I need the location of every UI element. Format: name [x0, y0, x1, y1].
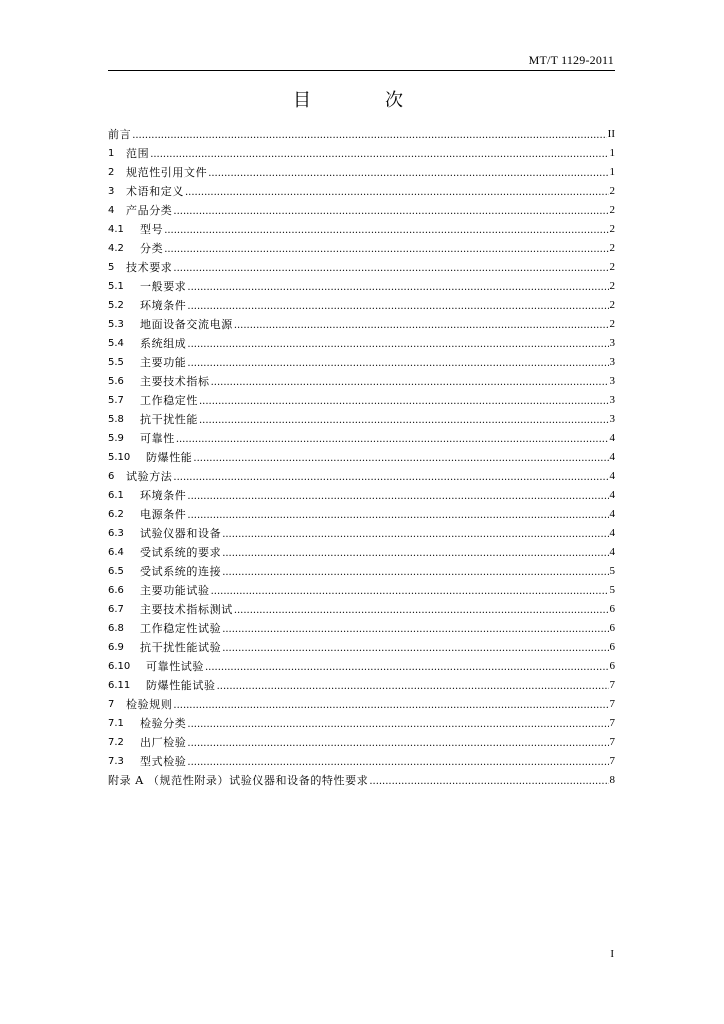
toc-entry[interactable] — [108, 277, 615, 296]
toc-entry-label: 出厂检验 — [140, 736, 187, 749]
toc-entry-page: 3 — [609, 394, 615, 406]
dot-leader — [173, 258, 608, 277]
toc-entry-label: 防爆性能试验 — [146, 679, 216, 692]
toc-entry[interactable] — [108, 562, 615, 581]
toc-entry[interactable] — [108, 391, 615, 410]
toc-entry-number: 6.9 — [108, 642, 124, 653]
dot-leader — [187, 505, 608, 524]
toc-entry[interactable] — [108, 619, 615, 638]
toc-entry-page: 6 — [609, 660, 615, 672]
dot-leader — [173, 695, 608, 714]
toc-entry-label: 可靠性 — [140, 432, 175, 445]
toc-entry-label: 工作稳定性试验 — [140, 622, 222, 635]
toc-entry-page: 2 — [609, 261, 615, 273]
dot-leader — [132, 125, 606, 144]
dot-leader — [199, 391, 609, 410]
toc-entry-label: 电源条件 — [140, 508, 187, 521]
toc-entry-page: 7 — [609, 698, 615, 710]
dot-leader — [187, 296, 608, 315]
toc-entry-page: 7 — [609, 679, 615, 691]
toc-entry[interactable] — [108, 638, 615, 657]
toc-entry[interactable] — [108, 657, 615, 676]
toc-entry[interactable] — [108, 486, 615, 505]
dot-leader — [222, 543, 608, 562]
toc-entry-number: 2 — [108, 167, 115, 178]
dot-leader — [222, 562, 608, 581]
toc-entry[interactable] — [108, 714, 615, 733]
dot-leader — [205, 657, 609, 676]
toc-entry[interactable] — [108, 581, 615, 600]
toc-entry[interactable] — [108, 733, 615, 752]
dot-leader — [369, 771, 608, 790]
toc-entry-label: 主要技术指标 — [140, 375, 210, 388]
toc-entry-label: 环境条件 — [140, 489, 187, 502]
dot-leader — [187, 277, 608, 296]
toc-entry-page: 4 — [609, 432, 615, 444]
toc-entry-number: 6.3 — [108, 528, 124, 539]
dot-leader — [164, 239, 608, 258]
dot-leader — [222, 524, 608, 543]
toc-entry-label: 环境条件 — [140, 299, 187, 312]
toc-entry-label: 主要技术指标测试 — [140, 603, 233, 616]
toc-entry-number: 5.2 — [108, 300, 124, 311]
toc-entry[interactable] — [108, 372, 615, 391]
toc-entry-label: 受试系统的要求 — [140, 546, 222, 559]
toc-entry[interactable] — [108, 220, 615, 239]
toc-entry-label: 主要功能 — [140, 356, 187, 369]
toc-entry-label: 型号 — [140, 223, 164, 236]
toc-entry-page: 5 — [609, 584, 615, 596]
toc-entry[interactable] — [108, 182, 615, 201]
toc-entry-number: 6.8 — [108, 623, 124, 634]
dot-leader — [234, 315, 609, 334]
toc-entry-number: 5 — [108, 262, 115, 273]
toc-entry-number: 6.11 — [108, 680, 131, 691]
dot-leader — [234, 600, 609, 619]
toc-entry-label: 试验方法 — [126, 470, 173, 483]
toc-entry-page: 4 — [609, 527, 615, 539]
toc-entry[interactable] — [108, 600, 615, 619]
toc-entry-number: 6.6 — [108, 585, 124, 596]
toc-entry-number: 5.5 — [108, 357, 124, 368]
toc-entry-label: 可靠性试验 — [146, 660, 204, 673]
toc-entry[interactable] — [108, 353, 615, 372]
toc-entry-number: 3 — [108, 186, 115, 197]
toc-entry-label: 分类 — [140, 242, 164, 255]
dot-leader — [150, 144, 608, 163]
toc-entry-number: 6.2 — [108, 509, 124, 520]
toc-entry-number: 5.4 — [108, 338, 124, 349]
toc-entry[interactable] — [108, 239, 615, 258]
toc-entry-label: 抗干扰性能试验 — [140, 641, 222, 654]
toc-entry-page: 3 — [609, 413, 615, 425]
toc-entry-page: II — [607, 128, 615, 140]
toc-entry-label: 工作稳定性 — [140, 394, 198, 407]
toc-entry-page: 2 — [609, 223, 615, 235]
toc-entry-page: 1 — [609, 166, 615, 178]
dot-leader — [187, 334, 608, 353]
toc-entry-number: 5.8 — [108, 414, 124, 425]
toc-entry-page: 6 — [609, 622, 615, 634]
toc-entry-page: 5 — [609, 565, 615, 577]
toc-entry-number: 1 — [108, 148, 115, 159]
toc-entry-number: 7.2 — [108, 737, 124, 748]
toc-entry-label: 地面设备交流电源 — [140, 318, 233, 331]
dot-leader — [217, 676, 609, 695]
toc-entry-label: 主要功能试验 — [140, 584, 210, 597]
toc-entry-number: 6.4 — [108, 547, 124, 558]
toc-entry[interactable] — [108, 505, 615, 524]
toc-entry-page: 7 — [609, 755, 615, 767]
toc-entry[interactable] — [108, 467, 615, 486]
toc-entry-label: 技术要求 — [126, 261, 173, 274]
toc-entry[interactable] — [108, 315, 615, 334]
toc-entry-page: 4 — [609, 451, 615, 463]
toc-entry-page: 7 — [609, 717, 615, 729]
toc-entry[interactable] — [108, 334, 615, 353]
toc-entry[interactable] — [108, 543, 615, 562]
toc-entry-number: 5.9 — [108, 433, 124, 444]
toc-entry-number: 5.6 — [108, 376, 124, 387]
dot-leader — [173, 201, 608, 220]
toc-entry-label: 检验规则 — [126, 698, 173, 711]
toc-entry-label: 范围 — [126, 147, 150, 160]
toc-entry-label: 附录 A （规范性附录）试验仪器和设备的特性要求 — [108, 774, 369, 787]
dot-leader — [187, 752, 608, 771]
toc-entry-page: 3 — [609, 356, 615, 368]
toc-entry-label: 系统组成 — [140, 337, 187, 350]
toc-entry-page: 3 — [609, 375, 615, 387]
toc-entry-number: 7 — [108, 699, 115, 710]
toc-entry[interactable] — [108, 258, 615, 277]
dot-leader — [176, 429, 609, 448]
toc-entry-page: 2 — [609, 242, 615, 254]
standard-code: MT/T 1129-2011 — [528, 53, 614, 67]
toc-entry-number: 5.7 — [108, 395, 124, 406]
dot-leader — [185, 182, 609, 201]
toc-entry[interactable] — [108, 448, 615, 467]
dot-leader — [173, 467, 608, 486]
toc-entry-label: 规范性引用文件 — [126, 166, 208, 179]
toc-entry-page: 4 — [609, 489, 615, 501]
toc-entry-label: 前言 — [108, 128, 132, 141]
toc-entry[interactable] — [108, 771, 615, 790]
toc-entry-page: 6 — [609, 603, 615, 615]
page-title — [0, 86, 724, 112]
table-of-contents — [108, 125, 615, 790]
toc-entry[interactable] — [108, 752, 615, 771]
toc-entry-number: 7.1 — [108, 718, 124, 729]
toc-entry-label: 防爆性能 — [146, 451, 193, 464]
toc-entry[interactable] — [108, 410, 615, 429]
toc-entry-number: 6.7 — [108, 604, 124, 615]
dot-leader — [187, 353, 608, 372]
toc-entry-number: 5.10 — [108, 452, 131, 463]
toc-entry-number: 7.3 — [108, 756, 124, 767]
page-title-text: 目 次 — [293, 90, 431, 111]
toc-entry[interactable] — [108, 296, 615, 315]
header-rule — [108, 70, 615, 71]
toc-entry-number: 5.3 — [108, 319, 124, 330]
toc-entry-page: 3 — [609, 337, 615, 349]
toc-entry-number: 6.5 — [108, 566, 124, 577]
dot-leader — [211, 581, 609, 600]
toc-entry[interactable] — [108, 144, 615, 163]
toc-entry-label: 受试系统的连接 — [140, 565, 222, 578]
toc-entry-label: 术语和定义 — [126, 185, 184, 198]
dot-leader — [187, 714, 608, 733]
toc-entry-number: 5.1 — [108, 281, 124, 292]
toc-entry-label: 试验仪器和设备 — [140, 527, 222, 540]
toc-entry[interactable] — [108, 201, 615, 220]
toc-entry-number: 4.2 — [108, 243, 124, 254]
toc-entry-page: 8 — [609, 774, 615, 786]
toc-entry-number: 6 — [108, 471, 115, 482]
toc-entry-page: 2 — [609, 299, 615, 311]
toc-entry-page: 2 — [609, 280, 615, 292]
dot-leader — [193, 448, 608, 467]
toc-entry[interactable] — [108, 125, 615, 144]
toc-entry-number: 4.1 — [108, 224, 124, 235]
dot-leader — [199, 410, 609, 429]
toc-entry-number: 6.10 — [108, 661, 131, 672]
toc-entry-page: 1 — [609, 147, 615, 159]
toc-entry-page: 2 — [609, 204, 615, 216]
toc-entry-label: 产品分类 — [126, 204, 173, 217]
toc-entry-page: 4 — [609, 546, 615, 558]
dot-leader — [208, 163, 608, 182]
dot-leader — [222, 619, 608, 638]
toc-entry[interactable] — [108, 429, 615, 448]
toc-entry-page: 4 — [609, 470, 615, 482]
toc-entry-page: 2 — [609, 318, 615, 330]
toc-entry-number: 6.1 — [108, 490, 124, 501]
dot-leader — [164, 220, 608, 239]
toc-entry-page: 7 — [609, 736, 615, 748]
toc-entry[interactable] — [108, 163, 615, 182]
page-number: I — [610, 948, 614, 960]
toc-entry-label: 一般要求 — [140, 280, 187, 293]
toc-entry-label: 抗干扰性能 — [140, 413, 198, 426]
dot-leader — [187, 486, 608, 505]
dot-leader — [211, 372, 609, 391]
toc-entry[interactable] — [108, 676, 615, 695]
toc-entry-page: 6 — [609, 641, 615, 653]
toc-entry-page: 4 — [609, 508, 615, 520]
toc-entry-label: 检验分类 — [140, 717, 187, 730]
toc-entry[interactable] — [108, 524, 615, 543]
dot-leader — [187, 733, 608, 752]
toc-entry-label: 型式检验 — [140, 755, 187, 768]
toc-entry-number: 4 — [108, 205, 115, 216]
toc-entry-page: 2 — [609, 185, 615, 197]
dot-leader — [222, 638, 608, 657]
toc-entry[interactable] — [108, 695, 615, 714]
